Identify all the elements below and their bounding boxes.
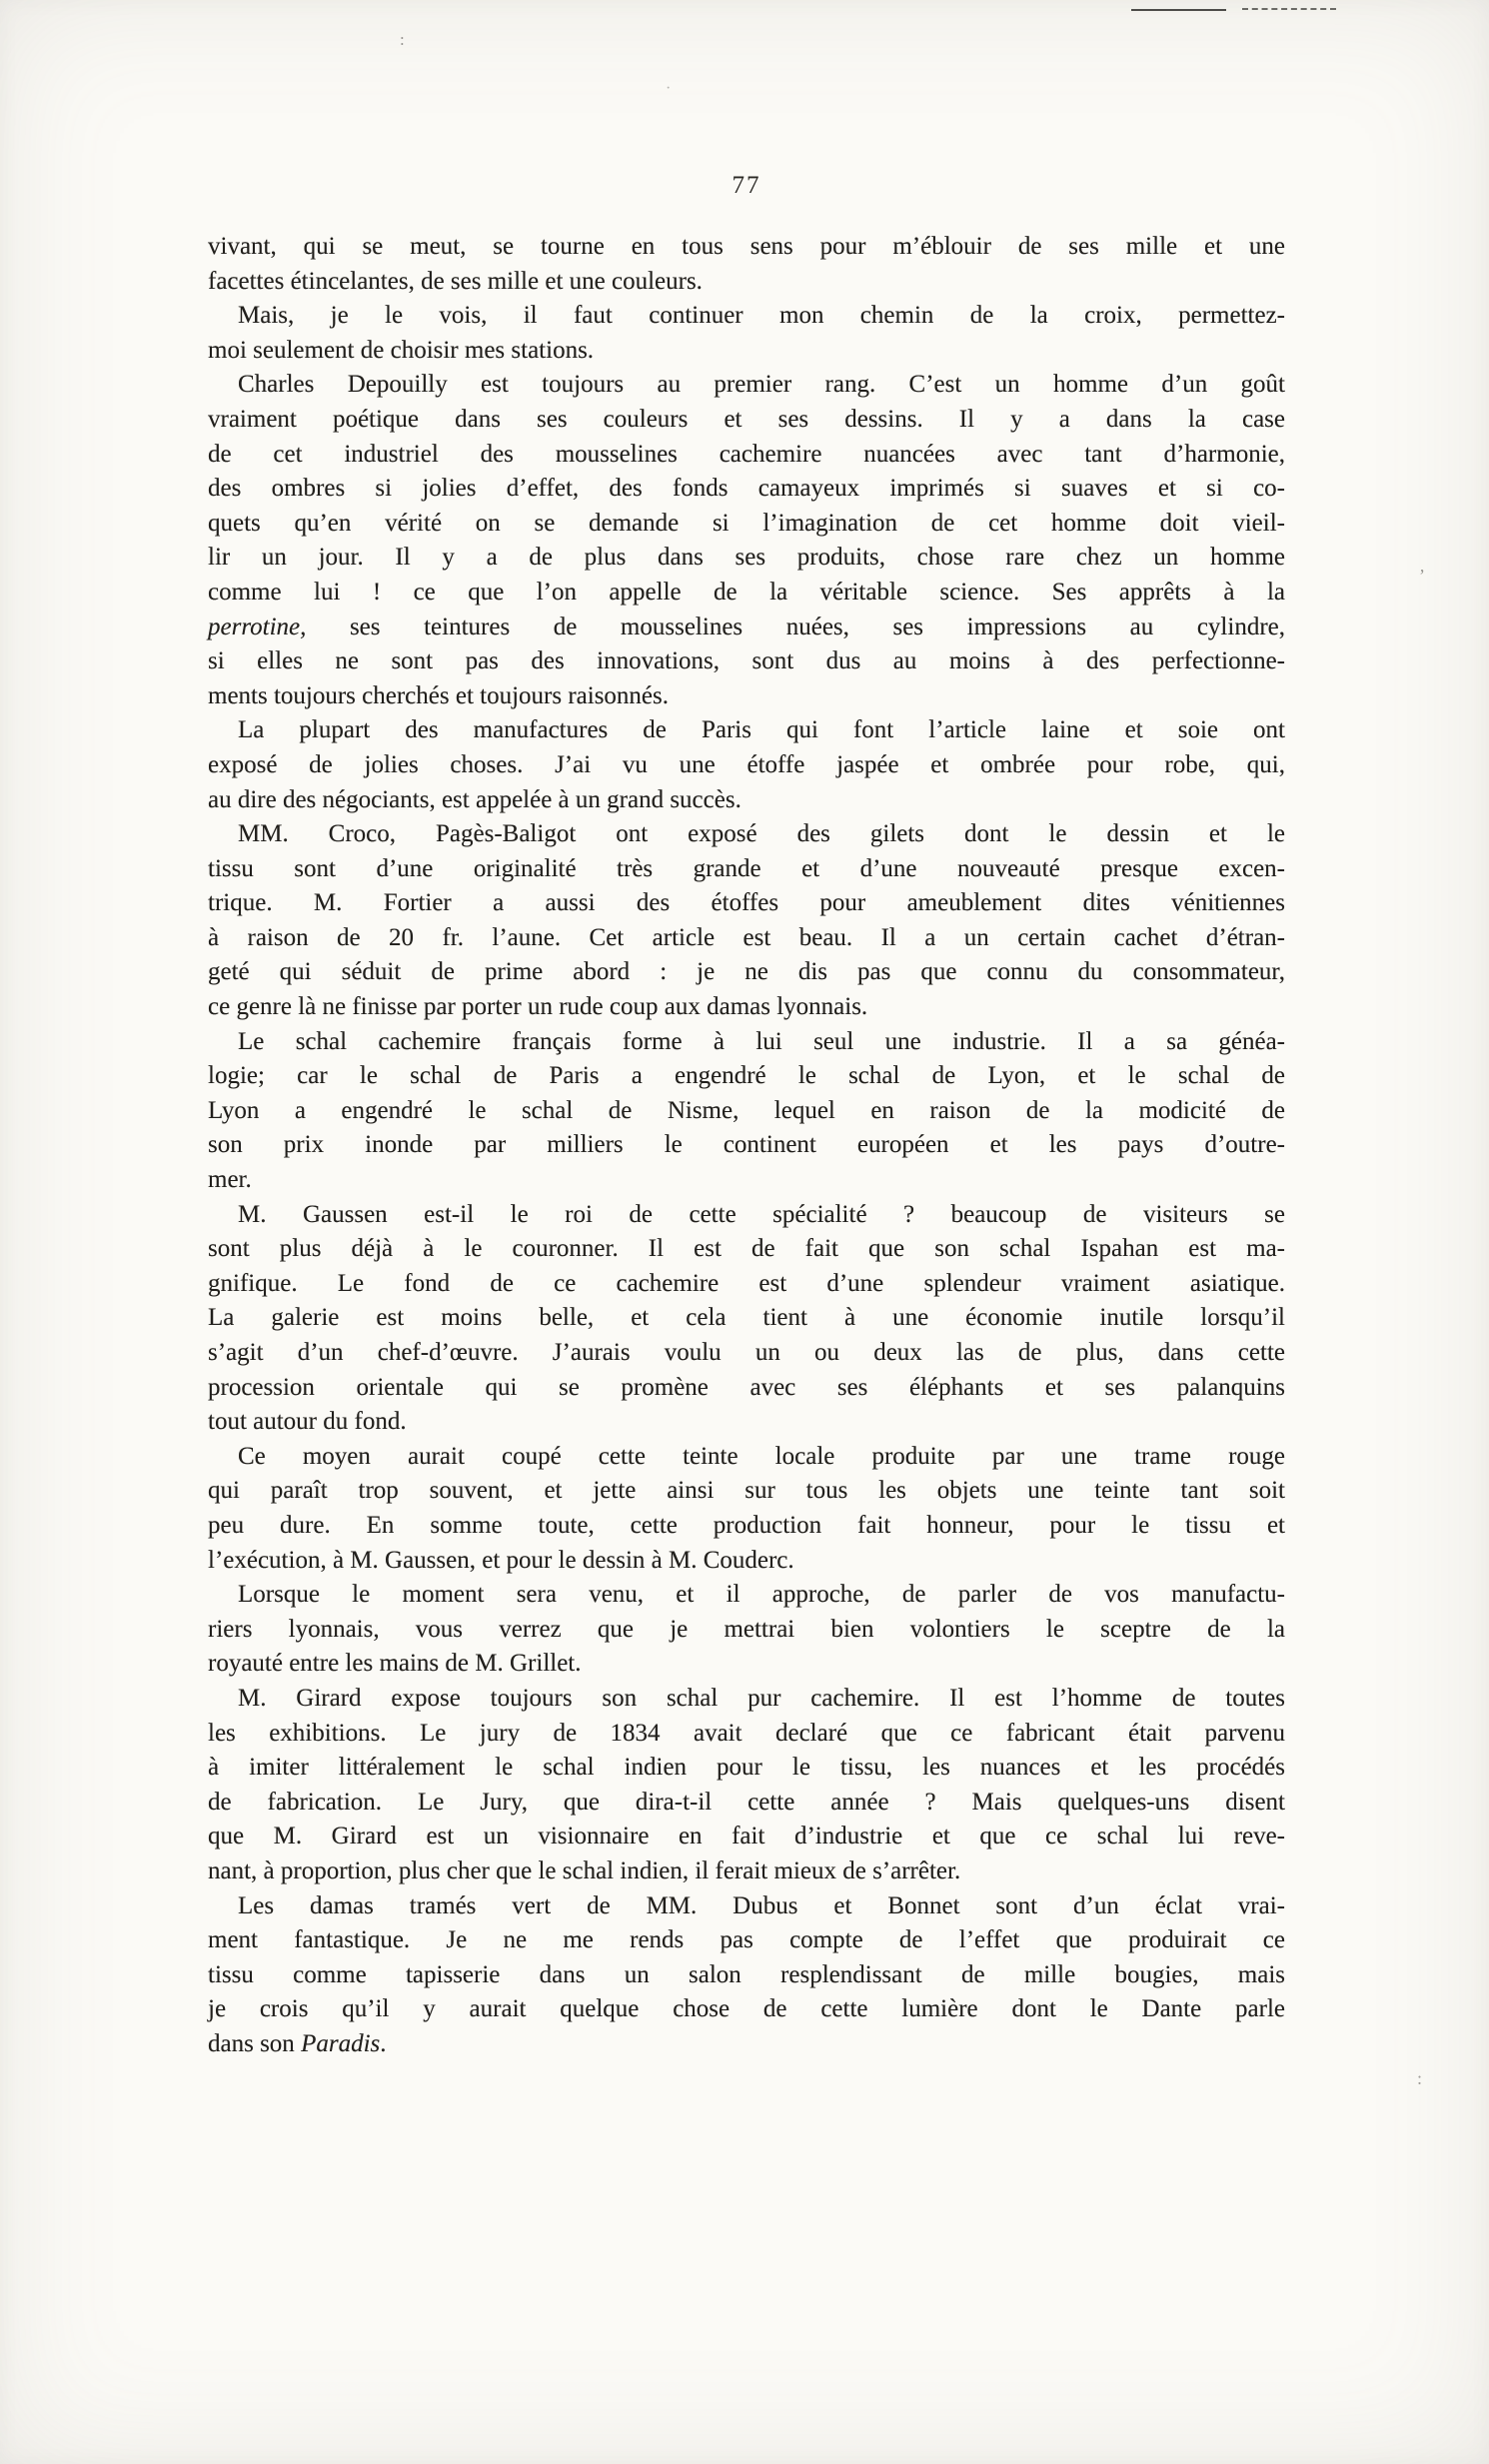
text-segment: . bbox=[380, 2029, 387, 2057]
text-segment: qui paraît trop souvent, et jette ainsi sur tous les objets une teinte tant soit bbox=[208, 1477, 1285, 1505]
text-segment: de cet industriel des mousselines cachemire nuancées avec tant d’harmonie, bbox=[208, 440, 1285, 468]
text-segment: au dire des négociants, est appelée à un grand succès. bbox=[208, 785, 742, 813]
text-line bbox=[208, 472, 1285, 507]
text-segment: Le schal cachemire français forme à lui seul une industrie. Il a sa généa- bbox=[238, 1027, 1285, 1055]
text-line bbox=[208, 679, 1285, 714]
text-line bbox=[208, 1958, 1285, 1993]
text-segment: La plupart des manufactures de Paris qui font l’article laine et soie ont bbox=[238, 716, 1285, 744]
text-line bbox=[208, 955, 1285, 990]
scan-artifact-speck: : bbox=[1417, 2068, 1423, 2088]
text-line bbox=[208, 852, 1285, 887]
text-line bbox=[208, 921, 1285, 956]
text-segment: geté qui séduit de prime abord : je ne dis pas que connu du consommateur, bbox=[208, 958, 1285, 986]
text-line bbox=[208, 1163, 1285, 1198]
text-segment: l’exécution, à M. Gaussen, et pour le dessin à M. Couderc. bbox=[208, 1546, 794, 1574]
text-segment: mer. bbox=[208, 1166, 252, 1194]
scan-artifact-speck: ’ bbox=[1419, 566, 1425, 586]
text-segment: dans son bbox=[208, 2029, 302, 2057]
text-line bbox=[208, 1198, 1285, 1233]
text-line bbox=[208, 1336, 1285, 1371]
text-body bbox=[208, 230, 1285, 2061]
text-line bbox=[208, 1923, 1285, 1958]
text-segment: moi seulement de choisir mes stations. bbox=[208, 336, 595, 364]
text-line bbox=[208, 1267, 1285, 1302]
text-segment: à raison de 20 fr. l’aune. Cet article est beau. Il a un certain cachet d’étran- bbox=[208, 923, 1285, 951]
text-line bbox=[208, 1854, 1285, 1889]
text-segment: son prix inonde par milliers le continent européen et les pays d’outre- bbox=[208, 1131, 1285, 1159]
text-segment: ments toujours cherchés et toujours raisonnés. bbox=[208, 681, 670, 709]
text-line bbox=[208, 611, 1285, 645]
text-line bbox=[208, 576, 1285, 611]
text-line bbox=[208, 1786, 1285, 1821]
text-segment: MM. Croco, Pagès-Baligot ont exposé des gilets dont le dessin et le bbox=[238, 820, 1285, 848]
text-line bbox=[208, 713, 1285, 748]
text-segment: les exhibitions. Le jury de 1834 avait declaré que ce fabricant était parvenu bbox=[208, 1719, 1285, 1747]
scan-artifact-line bbox=[1131, 9, 1226, 11]
text-line bbox=[208, 1128, 1285, 1163]
text-line bbox=[208, 541, 1285, 576]
text-line bbox=[208, 1232, 1285, 1267]
text-segment: Lorsque le moment sera venu, et il approche, de parler de vos manufactu- bbox=[238, 1581, 1285, 1609]
text-line bbox=[208, 368, 1285, 403]
text-line bbox=[208, 1889, 1285, 1924]
text-segment: Charles Depouilly est toujours au premier rang. C’est un homme d’un goût bbox=[238, 371, 1285, 399]
text-line bbox=[208, 1613, 1285, 1648]
text-segment: riers lyonnais, vous verrez que je mettrai bien volontiers le sceptre de la bbox=[208, 1615, 1285, 1643]
text-segment: vivant, qui se meut, se tourne en tous sens pour m’éblouir de ses mille et une bbox=[208, 233, 1285, 260]
text-segment: quets qu’en vérité on se demande si l’imagination de cet homme doit vieil- bbox=[208, 509, 1285, 537]
text-line bbox=[208, 1059, 1285, 1094]
text-segment: facettes étincelantes, de ses mille et une couleurs. bbox=[208, 267, 703, 295]
text-segment: ment fantastique. Je ne me rends pas compte de l’effet que produirait ce bbox=[208, 1926, 1285, 1954]
text-line bbox=[208, 1301, 1285, 1336]
text-segment: sont plus déjà à le couronner. Il est de fait que son schal Ispahan est ma- bbox=[208, 1235, 1285, 1263]
text-segment: lir un jour. Il y a de plus dans ses produits, chose rare chez un homme bbox=[208, 544, 1285, 572]
text-line bbox=[208, 1647, 1285, 1682]
text-segment: ce genre là ne finisse par porter un rude coup aux damas lyonnais. bbox=[208, 993, 868, 1021]
text-line bbox=[208, 1025, 1285, 1060]
text-line bbox=[208, 886, 1285, 921]
text-line bbox=[208, 1992, 1285, 2027]
scan-artifact-speck: · bbox=[666, 80, 672, 97]
text-segment: royauté entre les mains de M. Grillet. bbox=[208, 1650, 582, 1678]
text-segment: ses teintures de mousselines nuées, ses impressions au cylindre, bbox=[306, 613, 1285, 640]
text-line bbox=[208, 438, 1285, 473]
text-line bbox=[208, 1820, 1285, 1854]
text-line bbox=[208, 1578, 1285, 1613]
text-line bbox=[208, 1509, 1285, 1544]
text-segment: gnifique. Le fond de ce cachemire est d’une splendeur vraiment asiatique. bbox=[208, 1269, 1285, 1297]
text-line bbox=[208, 783, 1285, 818]
text-segment: de fabrication. Le Jury, que dira-t-il cette année ? Mais quelques-uns disent bbox=[208, 1788, 1285, 1816]
scan-artifact-dashed-line bbox=[1242, 8, 1336, 10]
text-line bbox=[208, 990, 1285, 1025]
text-segment: exposé de jolies choses. J’ai vu une étoffe jaspée et ombrée pour robe, qui, bbox=[208, 750, 1285, 778]
text-line bbox=[208, 1544, 1285, 1579]
text-line bbox=[208, 644, 1285, 679]
text-segment: Mais, je le vois, il faut continuer mon chemin de la croix, permettez- bbox=[238, 302, 1285, 330]
text-line bbox=[208, 817, 1285, 852]
text-segment: tissu comme tapisserie dans un salon resplendissant de mille bougies, mais bbox=[208, 1960, 1285, 1988]
italic-text: Paradis bbox=[301, 2029, 381, 2057]
text-segment: M. Girard expose toujours son schal pur cachemire. Il est l’homme de toutes bbox=[238, 1684, 1285, 1712]
text-line bbox=[208, 1440, 1285, 1475]
text-line bbox=[208, 1474, 1285, 1509]
text-segment: comme lui ! ce que l’on appelle de la véritable science. Ses apprêts à la bbox=[208, 578, 1285, 606]
text-segment: peu dure. En somme toute, cette production fait honneur, pour le tissu et bbox=[208, 1511, 1285, 1539]
text-segment: nant, à proportion, plus cher que le schal indien, il ferait mieux de s’arrêter. bbox=[208, 1856, 961, 1884]
text-segment: je crois qu’il y aurait quelque chose de cette lumière dont le Dante parle bbox=[208, 1995, 1285, 2023]
italic-text: perrotine, bbox=[208, 613, 307, 640]
text-line bbox=[208, 1405, 1285, 1440]
text-segment: que M. Girard est un visionnaire en fait d’industrie et que ce schal lui reve- bbox=[208, 1823, 1285, 1850]
text-line bbox=[208, 507, 1285, 542]
text-line bbox=[208, 1682, 1285, 1717]
text-segment: à imiter littéralement le schal indien pour le tissu, les nuances et les procédés bbox=[208, 1754, 1285, 1782]
text-line bbox=[208, 265, 1285, 300]
text-line bbox=[208, 1717, 1285, 1752]
text-segment: procession orientale qui se promène avec ses éléphants et ses palanquins bbox=[208, 1373, 1285, 1401]
text-segment: La galerie est moins belle, et cela tient à une économie inutile lorsqu’il bbox=[208, 1304, 1285, 1332]
text-line bbox=[208, 748, 1285, 783]
text-line bbox=[208, 1094, 1285, 1129]
text-segment: Lyon a engendré le schal de Nisme, lequel en raison de la modicité de bbox=[208, 1096, 1285, 1124]
text-segment: tout autour du fond. bbox=[208, 1408, 407, 1436]
text-segment: M. Gaussen est-il le roi de cette spécialité ? beaucoup de visiteurs se bbox=[238, 1200, 1285, 1228]
text-line bbox=[208, 299, 1285, 334]
text-line bbox=[208, 1371, 1285, 1406]
scan-artifact-speck: : bbox=[400, 30, 405, 49]
text-segment: s’agit d’un chef-d’œuvre. J’aurais voulu un ou deux las de plus, dans cette bbox=[208, 1339, 1285, 1366]
text-segment: Ce moyen aurait coupé cette teinte locale produite par une trame rouge bbox=[238, 1442, 1285, 1470]
text-segment: si elles ne sont pas des innovations, sont dus au moins à des perfectionne- bbox=[208, 647, 1285, 675]
text-line bbox=[208, 1751, 1285, 1786]
text-segment: trique. M. Fortier a aussi des étoffes pour ameublement dites vénitiennes bbox=[208, 889, 1285, 917]
text-segment: logie; car le schal de Paris a engendré le schal de Lyon, et le schal de bbox=[208, 1062, 1285, 1090]
text-segment: des ombres si jolies d’effet, des fonds camayeux imprimés si suaves et si co- bbox=[208, 475, 1285, 503]
text-line bbox=[208, 334, 1285, 369]
text-line bbox=[208, 2027, 1285, 2062]
text-segment: Les damas tramés vert de MM. Dubus et Bonnet sont d’un éclat vrai- bbox=[238, 1891, 1285, 1919]
text-line bbox=[208, 230, 1285, 265]
text-segment: tissu sont d’une originalité très grande et d’une nouveauté presque excen- bbox=[208, 854, 1285, 882]
text-segment: vraiment poétique dans ses couleurs et ses dessins. Il y a dans la case bbox=[208, 405, 1285, 433]
page-number: 77 bbox=[732, 172, 761, 199]
text-line bbox=[208, 403, 1285, 438]
